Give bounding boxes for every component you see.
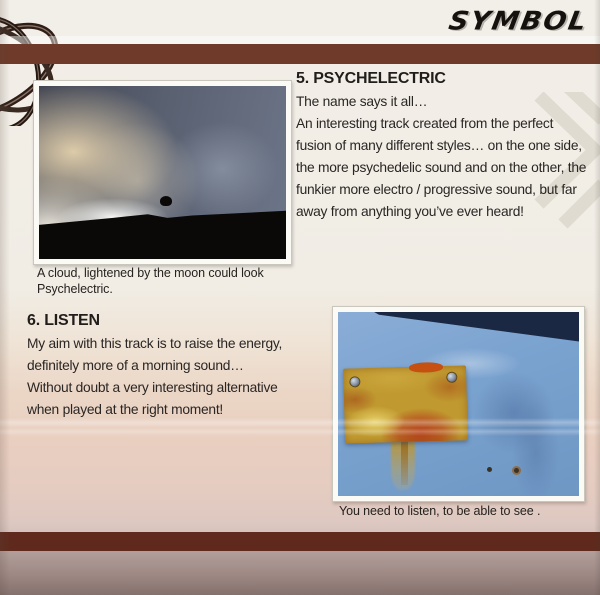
rusty-plate-photo-image [338, 312, 579, 496]
moon-cloud-photo [33, 80, 292, 265]
orange-paint-blob [409, 362, 443, 373]
rusty-plate-photo [332, 306, 585, 502]
track6-description: My aim with this track is to raise the energy, definitely more of a morning sound… Without doubt a very interesting alternative when played at the right moment! [27, 336, 283, 417]
track5-description: The name says it all… An interesting track created from the perfect fusion of many different styles… on the one side, the more psychedelic sound and on the other, the funkier more electro / progressive sound, but far away from anything you’ve ever heard! [296, 94, 587, 219]
bottom-divider-bar [0, 532, 600, 551]
symbol-logo: SYMBOL [446, 6, 591, 37]
rusty-plate [343, 366, 468, 445]
tree-silhouette [160, 196, 172, 206]
track5-heading: 5. PSYCHELECTRIC [296, 70, 446, 87]
screw-icon [349, 376, 360, 387]
rust-drip-streak [401, 441, 408, 485]
footer-gradient-strip [0, 551, 600, 595]
screw-icon [446, 372, 457, 383]
moon-cloud-photo-image [39, 86, 286, 259]
track5-section [296, 70, 586, 223]
track6-heading: 6. LISTEN [27, 312, 100, 329]
wall-hole [514, 468, 519, 473]
wall-hole [487, 467, 492, 472]
hill-silhouette [39, 200, 286, 259]
top-divider-bar [0, 44, 600, 64]
page-edge-shading-right [594, 0, 600, 595]
photo1-caption: A cloud, lightened by the moon could look Psychelectric. [37, 266, 264, 296]
photo2-caption: You need to listen, to be able to see . [339, 504, 541, 518]
track6-section [27, 312, 282, 421]
